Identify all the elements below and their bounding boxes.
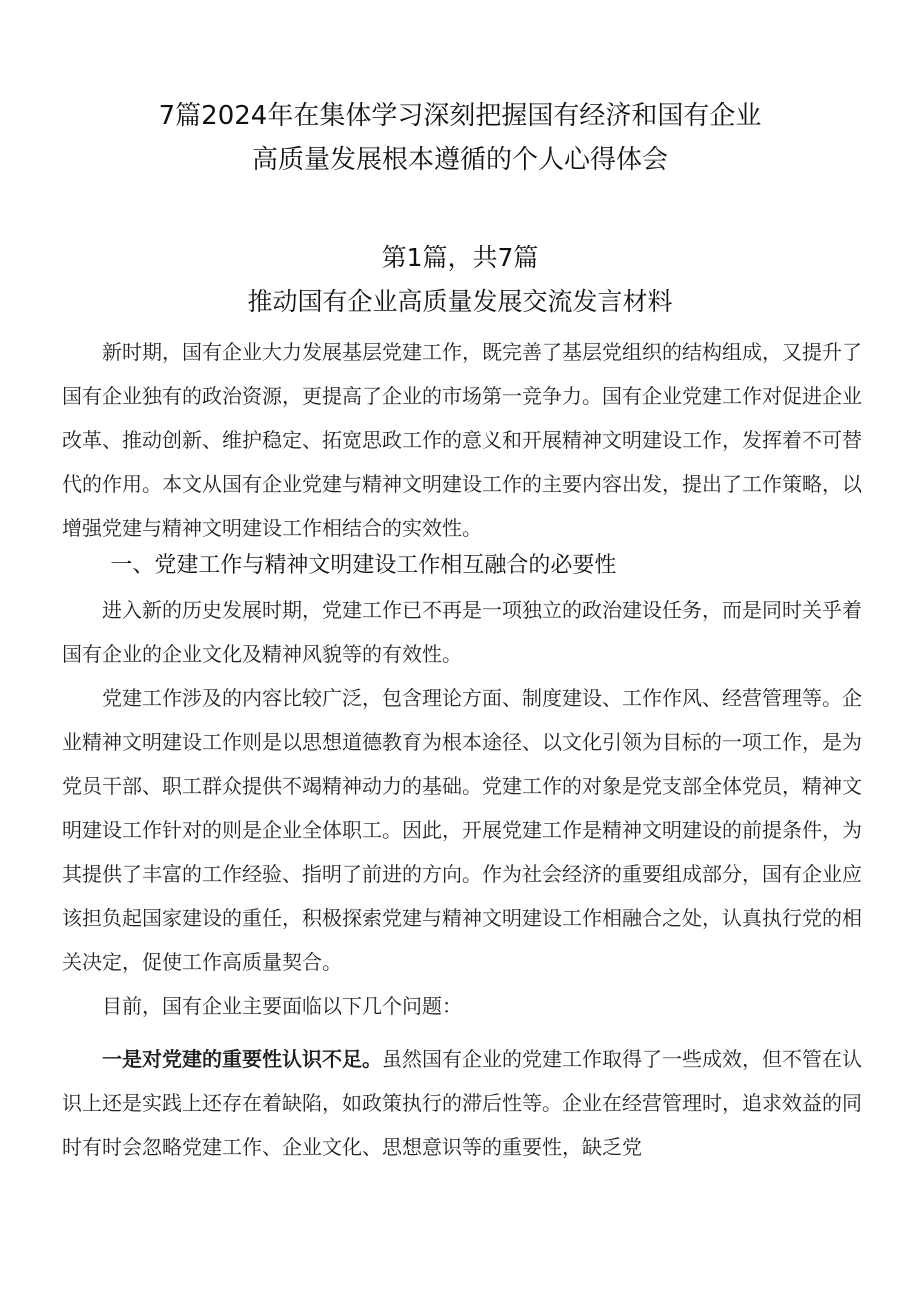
paragraph-5 [62,1037,862,1169]
document-title-line-1: 7篇2024年在集体学习深刻把握国有经济和国有企业 [158,101,762,131]
section-heading-1: 一、党建工作与精神文明建设工作相互融合的必要性 [110,553,617,578]
paragraph-3: 党建工作涉及的内容比较广泛，包含理论方面、制度建设、工作作风、经营管理等。企业精神文明建设工作则是以思想道德教育为根本途径、以文化引领为目标的一项工作，是为党员干部、职工群众提供不竭精神动力的基础。党建工作的对象是党支部全体党员，精神文明建设工作针对的则是企业全体职工。因此，开展党建工作是精神文明建设的前提条件，为其提供了丰富的工作经验、指明了前进的方向。作为社会经济的重要组成部分，国有企业应该担负起国家建设的重任，积极探索党建与精神文明建设工作相融合之处，认真执行党的相关决定，促使工作高质量契合。 [62,686,862,974]
paragraph-4: 目前，国有企业主要面临以下几个问题： [102,994,462,1018]
paragraph-5-rest: 虽然国有企业的党建工作取得了一些成效，但不管在认识上还是实践上还存在着缺陷，如政策执行的滞后性等。企业在经营管理时，追求效益的同时有时会忽略党建工作、企业文化、思想意识等的重要性，缺乏党 [62,1047,862,1159]
part-label: 第1篇，共7篇 [381,243,539,272]
paragraph-5-lead: 一是对党建的重要性认识不足。 [102,1047,382,1071]
paragraph-2: 进入新的历史发展时期，党建工作已不再是一项独立的政治建设任务，而是同时关乎着国有企业的企业文化及精神风貌等的有效性。 [62,598,862,666]
document-title-line-2: 高质量发展根本遵循的个人心得体会 [251,145,668,175]
article-title: 推动国有企业高质量发展交流发言材料 [247,287,673,316]
paragraph-intro: 新时期，国有企业大力发展基层党建工作，既完善了基层党组织的结构组成，又提升了国有企业独有的政治资源，更提高了企业的市场第一竞争力。国有企业党建工作对促进企业改革、推动创新、维护稳定、拓宽思政工作的意义和开展精神文明建设工作，发挥着不可替代的作用。本文从国有企业党建与精神文明建设工作的主要内容出发，提出了工作策略，以增强党建与精神文明建设工作相结合的实效性。 [62,340,862,540]
